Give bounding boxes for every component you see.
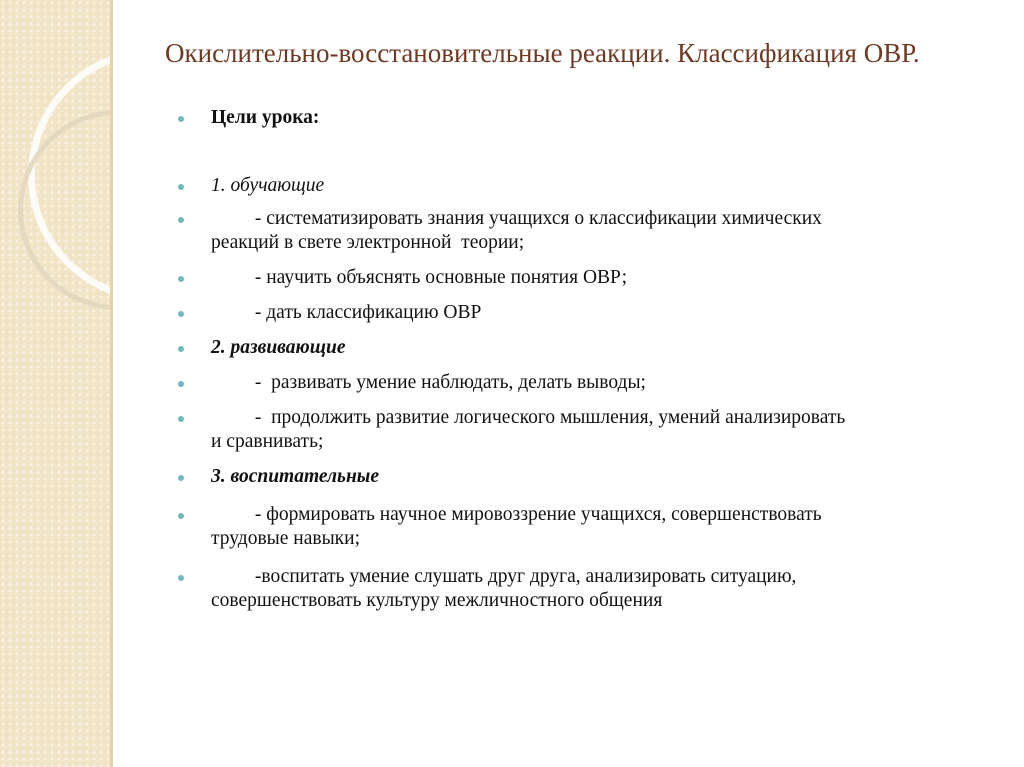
bullet-icon: [178, 217, 184, 223]
list-item-text: - научить объяснять основные понятия ОВР;: [211, 267, 628, 288]
decorative-side-panel: [0, 0, 110, 767]
list-item-text: - формировать научное мировоззрение учащихся, совершенствовать трудовые навыки;: [211, 504, 822, 549]
list-item-text: - систематизировать знания учащихся о классификации химических реакций в свете электронной теории;: [211, 208, 822, 253]
bullet-icon: [178, 346, 184, 352]
bullet-icon: [178, 575, 184, 581]
list-item-text: - дать классификацию ОВР: [211, 302, 482, 323]
bullet-icon: [178, 475, 184, 481]
bullet-icon: [178, 276, 184, 282]
bullet-icon: [178, 513, 184, 519]
list-item-text: Цели урока:: [211, 107, 320, 128]
list-item-text: 1. обучающие: [211, 175, 325, 196]
list-item-text: 3. воспитательные: [211, 466, 379, 487]
slide-title: Окислительно-восстановительные реакции. Классификация ОВР.: [165, 38, 920, 68]
bullet-icon: [178, 116, 184, 122]
list-item-text: 2. развивающие: [211, 337, 346, 358]
list-item-text: - продолжить развитие логического мышления, умений анализировать и сравнивать;: [211, 407, 846, 452]
bullet-icon: [178, 381, 184, 387]
bullet-icon: [178, 184, 184, 190]
list-item-text: -воспитать умение слушать друг друга, анализировать ситуацию, совершенствовать культуру межличностного общения: [211, 566, 797, 611]
bullet-icon: [178, 311, 184, 317]
list-item-text: - развивать умение наблюдать, делать выводы;: [211, 372, 646, 393]
side-panel-edge: [110, 0, 113, 767]
bullet-icon: [178, 416, 184, 422]
